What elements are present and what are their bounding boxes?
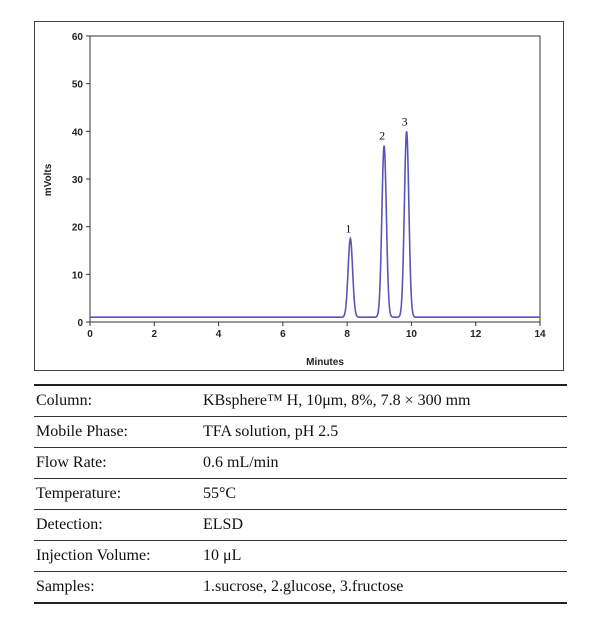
row-value: TFA solution, pH 2.5 xyxy=(203,417,567,448)
y-tick-label: 30 xyxy=(71,175,83,186)
x-tick-label: 8 xyxy=(344,329,350,340)
table-row xyxy=(34,385,567,417)
chromatogram-chart xyxy=(35,22,565,372)
peak-label: 1 xyxy=(345,221,352,236)
plot-area xyxy=(90,36,540,322)
chromatogram-frame xyxy=(34,21,564,371)
x-axis-title: Minutes xyxy=(306,357,344,368)
row-value: 1.sucrose, 2.glucose, 3.fructose xyxy=(203,572,567,604)
conditions-table xyxy=(34,384,567,604)
y-tick-label: 60 xyxy=(71,32,83,43)
table-row xyxy=(34,541,567,572)
row-key: Samples: xyxy=(34,572,203,604)
y-tick-label: 0 xyxy=(77,318,83,329)
row-key: Injection Volume: xyxy=(34,541,203,572)
x-tick-label: 12 xyxy=(470,329,482,340)
row-key: Column: xyxy=(34,385,203,417)
table-row xyxy=(34,479,567,510)
y-tick-label: 20 xyxy=(71,222,83,234)
row-key: Detection: xyxy=(34,510,203,541)
x-tick-label: 10 xyxy=(405,329,417,340)
row-value: 10 μL xyxy=(203,541,567,572)
table-row xyxy=(34,510,567,541)
x-tick-label: 6 xyxy=(280,329,286,340)
x-tick-label: 0 xyxy=(87,329,93,340)
x-tick-label: 4 xyxy=(215,329,222,340)
row-key: Temperature: xyxy=(34,479,203,510)
y-tick-label: 40 xyxy=(71,127,83,139)
peak-label: 2 xyxy=(379,128,386,143)
row-value: 0.6 mL/min xyxy=(203,448,567,479)
row-value: 55°C xyxy=(203,479,567,510)
row-key: Flow Rate: xyxy=(34,448,203,479)
row-value: ELSD xyxy=(203,510,567,541)
table-row xyxy=(34,417,567,448)
table-row xyxy=(34,572,567,604)
peak-label: 3 xyxy=(401,114,408,129)
table-row xyxy=(34,448,567,479)
y-axis-title: mVolts xyxy=(43,163,54,197)
y-tick-label: 10 xyxy=(71,270,83,282)
x-tick-label: 2 xyxy=(151,329,158,340)
y-tick-label: 50 xyxy=(71,79,83,91)
row-key: Mobile Phase: xyxy=(34,417,203,448)
x-tick-label: 14 xyxy=(534,329,546,340)
row-value: KBsphere™ H, 10μm, 8%, 7.8 × 300 mm xyxy=(203,385,567,417)
